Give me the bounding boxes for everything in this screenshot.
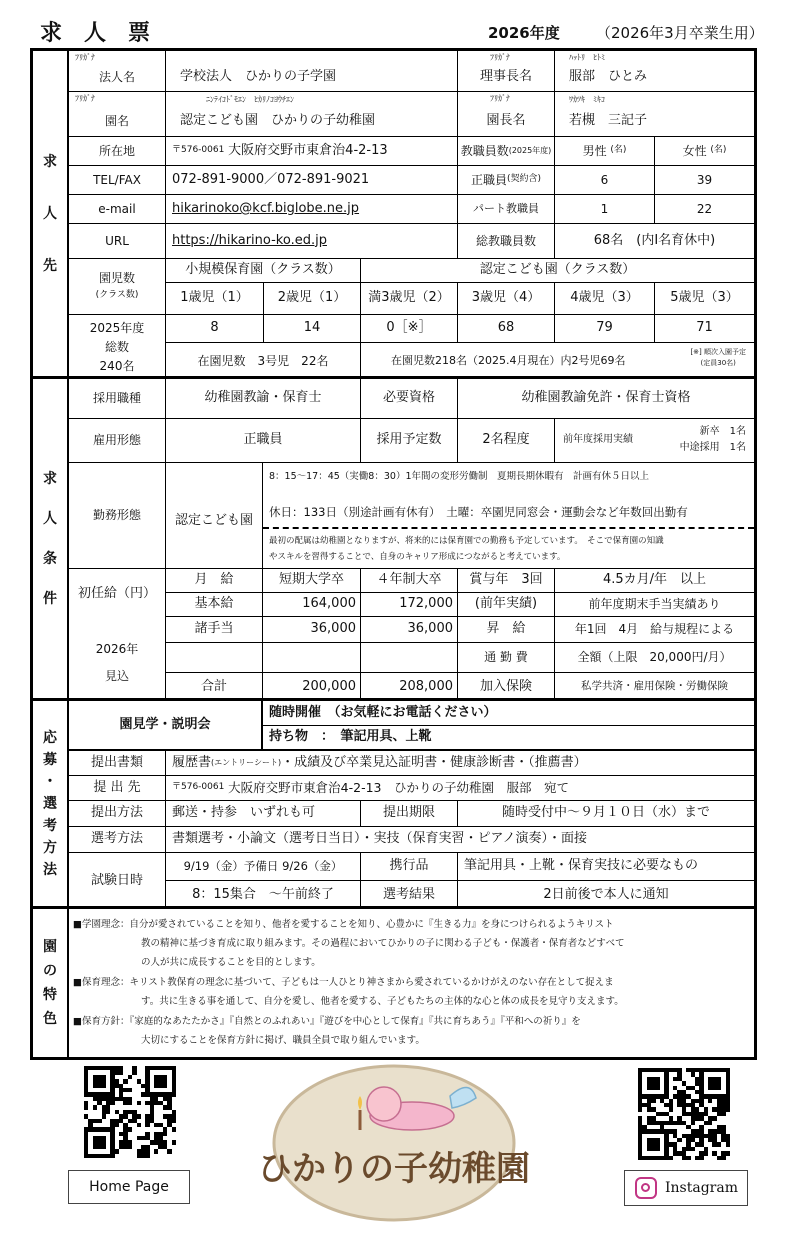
blank-cell-2 bbox=[263, 643, 361, 673]
philosophy-line-1: ■学園理念：自分が愛されていることを知り、他者を愛することを知り、心豊かに『生きる力』を身につけられるようキリスト bbox=[73, 919, 614, 930]
result-label: 選考結果 bbox=[361, 881, 458, 909]
total-pay-junior: 200,000 bbox=[263, 673, 361, 701]
philosophy-line-3: の人が共に成長することを目的とします。 bbox=[141, 957, 321, 968]
visit-label: 園見学・説明会 bbox=[69, 701, 263, 751]
count-4: 68 bbox=[458, 315, 555, 343]
instagram-button[interactable]: Instagram bbox=[624, 1170, 748, 1206]
visit-schedule: 随時開催 （お気軽にお電話ください） bbox=[263, 701, 754, 726]
kindergarten-logo bbox=[258, 1064, 530, 1222]
bonus-value: 4.5カ月/年 以上 bbox=[555, 569, 754, 593]
raise-value: 年1回 4月 給与規程による bbox=[555, 617, 754, 643]
url-label: URL bbox=[69, 224, 166, 259]
qualification-value: 幼稚園教諭免許・保育士資格 bbox=[458, 379, 754, 419]
page-title: 求人票 bbox=[40, 21, 173, 46]
commute-value: 全額（上限 20,000円/月） bbox=[555, 643, 754, 673]
female-header: 女性 (名) bbox=[655, 137, 754, 166]
commute-label: 通 勤 費 bbox=[458, 643, 555, 673]
selection-value: 書類選考・小論文（選考日当日）・実技（保育実習・ピアノ演奏）・面接 bbox=[166, 827, 754, 853]
bonus-label: 賞与年 3回 bbox=[458, 569, 555, 593]
section-label-conditions: 求 人 条 件 bbox=[33, 379, 69, 698]
allowance-junior: 36,000 bbox=[263, 617, 361, 643]
employment-value: 正職員 bbox=[166, 419, 361, 463]
homepage-qr-icon[interactable] bbox=[84, 1066, 176, 1158]
result-value: 2日前後で本人に通知 bbox=[543, 886, 669, 902]
section-features bbox=[33, 909, 754, 1057]
base-pay-junior: 164,000 bbox=[263, 593, 361, 617]
chair-label: ﾌﾘｶﾞﾅ 理事長名 bbox=[458, 51, 555, 92]
website-link[interactable]: https://hikarino-ko.ed.jp bbox=[166, 224, 458, 259]
instagram-icon bbox=[635, 1177, 657, 1199]
job-type-label: 採用職種 bbox=[69, 379, 166, 419]
chair-name: ﾊｯﾄﾘ ﾋﾄﾐ 服部 ひとみ bbox=[555, 51, 754, 92]
male-header: 男性 (名) bbox=[555, 137, 655, 166]
kindergarten-name-label: ﾌﾘｶﾞﾅ 園名 bbox=[69, 92, 166, 137]
bring-label: 携行品 bbox=[361, 853, 458, 881]
bring-value: 筆記用具・上靴・保育実技に必要なもの bbox=[458, 853, 754, 881]
section-label-employer: 求 人 先 bbox=[33, 51, 69, 376]
insurance-value: 私学共済・雇用保険・労働保険 bbox=[581, 680, 728, 693]
docs-label: 提出書類 bbox=[69, 751, 166, 776]
allowance-university: 36,000 bbox=[361, 617, 458, 643]
exam-dates: 9/19（金）予備日 9/26（金） bbox=[166, 853, 361, 881]
blank-cell-1 bbox=[166, 643, 263, 673]
kindergarten-name-value: ﾆﾝﾃｲｺﾄﾞﾓｴﾝ ﾋｶﾘﾉｺﾖｳﾁｴﾝ 認定こども園 ひかりの子幼稚園 bbox=[166, 92, 458, 137]
section-employer bbox=[33, 51, 754, 379]
class-1: 1歳児（1） bbox=[166, 283, 264, 315]
docs-value: 履歴書 (エントリーシート) ・成績及び卒業見込証明書・健康診断書・（推薦書） bbox=[166, 751, 754, 776]
count-5: 79 bbox=[555, 315, 655, 343]
count-2: 14 bbox=[264, 315, 361, 343]
exam-label: 試験日時 bbox=[69, 853, 166, 909]
junior-college-header: 短期大学卒 bbox=[263, 569, 361, 593]
section-application bbox=[33, 701, 754, 909]
total-pay-label: 合計 bbox=[166, 673, 263, 701]
method-value: 郵送・持参 いずれも可 bbox=[166, 801, 361, 827]
nintei-note: 在園児数218名（2025.4月現在）内2号児69名 [※] 順次入園予定 (定員30名) bbox=[391, 348, 746, 368]
small-nursery-note: 在園児数 3号児 22名 bbox=[166, 343, 361, 379]
class-3: 満3歳児（2） bbox=[361, 283, 458, 315]
nintei-header: 認定こども園（クラス数） bbox=[361, 259, 754, 283]
email-link[interactable]: hikarinoko@kcf.biglobe.ne.jp bbox=[166, 195, 458, 224]
fulltime-label: 正職員 (契約含) bbox=[458, 166, 555, 195]
tel-label: TEL/FAX bbox=[69, 166, 166, 195]
address-label: 所在地 bbox=[69, 137, 166, 166]
raise-label: 昇 給 bbox=[458, 617, 555, 643]
principal-name: ﾜｶﾂｷ ﾐｷｺ 若槻 三記子 bbox=[555, 92, 754, 137]
visit-bring: 持ち物 ： 筆記用具、上靴 bbox=[263, 726, 754, 751]
qualification-label: 必要資格 bbox=[361, 379, 458, 419]
class-6: 5歳児（3） bbox=[655, 283, 754, 315]
work-place: 認定こども園 bbox=[166, 463, 263, 569]
corp-name-value: 学校法人 ひかりの子学園 bbox=[166, 51, 458, 92]
bonus-note-label: (前年実績) bbox=[458, 593, 555, 617]
deadline-label: 提出期限 bbox=[361, 801, 458, 827]
small-nursery-header: 小規模保育園（クラス数） bbox=[166, 259, 361, 283]
blank-cell-3 bbox=[361, 643, 458, 673]
care-ideal-line-2: す。共に生きる事を通して、自分を愛し、他者を愛する、子どもたちの主体的な心と体の成長を見守り支えます。 bbox=[141, 996, 624, 1007]
count-6: 71 bbox=[655, 315, 754, 343]
total-staff-label: 総教職員数 bbox=[458, 224, 555, 259]
page-header bbox=[30, 14, 764, 48]
work-holidays: 休日：133日（別途計画有休有） 土曜：卒園児同窓会・運動会など年数回出勤有 bbox=[263, 497, 754, 529]
parttime-female: 22 bbox=[655, 195, 754, 224]
work-hours: 8：15～17：45（実働8：30）1年間の変形労働制 夏期長期休暇有 計画有休５日以上 bbox=[269, 471, 649, 482]
method-label: 提出方法 bbox=[69, 801, 166, 827]
fulltime-male: 6 bbox=[555, 166, 655, 195]
total-staff-value: 68名 (内Ⅰ名育休中) bbox=[555, 224, 754, 259]
total-children-label: 2025年度 総数 240名 bbox=[69, 315, 166, 379]
fiscal-year: 2026年度 bbox=[488, 24, 560, 42]
count-3: 0［※］ bbox=[361, 315, 458, 343]
count-1: 8 bbox=[166, 315, 264, 343]
base-pay-university: 172,000 bbox=[361, 593, 458, 617]
salary-label: 初任給（円） 2026年 見込 bbox=[69, 569, 166, 701]
monthly-header: 月 給 bbox=[166, 569, 263, 593]
instagram-qr-icon[interactable] bbox=[638, 1068, 730, 1160]
principal-label: ﾌﾘｶﾞﾅ 園長名 bbox=[458, 92, 555, 137]
employment-label: 雇用形態 bbox=[69, 419, 166, 463]
homepage-button[interactable]: Home Page bbox=[68, 1170, 190, 1204]
total-pay-university: 208,000 bbox=[361, 673, 458, 701]
tel-value: 072-891-9000／072-891-9021 bbox=[166, 166, 458, 195]
care-ideal-line-1: ■保育理念：キリスト教保育の理念に基づいて、子どもは一人ひとり神さまから愛されているかけがえのない存在として捉えま bbox=[73, 977, 614, 988]
university-header: ４年制大卒 bbox=[361, 569, 458, 593]
email-label: e-mail bbox=[69, 195, 166, 224]
logo-text: ひかりの子幼稚園 bbox=[258, 1149, 530, 1189]
class-2: 2歳児（1） bbox=[264, 283, 361, 315]
insurance-label: 加入保険 bbox=[458, 673, 555, 701]
prev-hires: 前年度採用実績 新卒 1名 中途採用 1名 bbox=[555, 419, 754, 463]
exam-time: 8：15集合 ～午前終了 bbox=[166, 881, 361, 909]
section-label-application: 応 募 ・ 選 考 方 法 bbox=[33, 701, 69, 906]
staff-count-label: 教職員数 (2025年度) bbox=[458, 137, 555, 166]
allowance-label: 諸手当 bbox=[166, 617, 263, 643]
care-policy-line-2: 大切にすることを保育方針に掲げ、職員全員で取り組んでいます。 bbox=[141, 1035, 425, 1046]
care-policy-line-1: ■保育方針：『家庭的なあたたかさ』『自然とのふれあい』『遊びを中心として保育』『共に育ちあう』『平和への祈り』を bbox=[73, 1016, 581, 1027]
corp-name-label: ﾌﾘｶﾞﾅ 法人名 bbox=[69, 51, 166, 92]
parttime-label: パート教職員 bbox=[458, 195, 555, 224]
fulltime-female: 39 bbox=[655, 166, 754, 195]
section-conditions bbox=[33, 379, 754, 701]
section-label-features: 園 の 特 色 bbox=[33, 909, 69, 1057]
hires-planned-label: 採用予定数 bbox=[361, 419, 458, 463]
job-type-value: 幼稚園教諭・保育士 bbox=[166, 379, 361, 419]
children-label: 園児数 (クラス数) bbox=[69, 259, 166, 315]
work-assignment-note: 最初の配属は幼稚園となりますが、将来的には保育園での勤務も予定しています。 そこで保育園の知識 やスキルを習得することで、自身のキャリア形成につながると考えています。 bbox=[263, 529, 754, 569]
deadline-value: 随時受付中～９月１０日（水）まで bbox=[458, 801, 754, 827]
parttime-male: 1 bbox=[555, 195, 655, 224]
bonus-note-value: 前年度期末手当実績あり bbox=[555, 593, 754, 617]
selection-label: 選考方法 bbox=[69, 827, 166, 853]
class-4: 3歳児（4） bbox=[458, 283, 555, 315]
class-5: 4歳児（3） bbox=[555, 283, 655, 315]
hires-planned-value: 2名程度 bbox=[458, 419, 555, 463]
job-form bbox=[30, 48, 757, 1060]
graduate-year: （2026年3月卒業生用） bbox=[596, 24, 764, 42]
work-style-label: 勤務形態 bbox=[69, 463, 166, 569]
dest-value: 〒576-0061 大阪府交野市東倉治4-2-13 ひかりの子幼稚園 服部 宛て bbox=[166, 776, 754, 801]
address-value: 〒576-0061 大阪府交野市東倉治4-2-13 bbox=[166, 137, 458, 166]
dest-label: 提 出 先 bbox=[69, 776, 166, 801]
base-pay-label: 基本給 bbox=[166, 593, 263, 617]
philosophy-line-2: 教の精神に基づき育成に取り組みます。その過程においてひかりの子に関わる子ども・保護者・保育者などすべて bbox=[141, 938, 625, 949]
